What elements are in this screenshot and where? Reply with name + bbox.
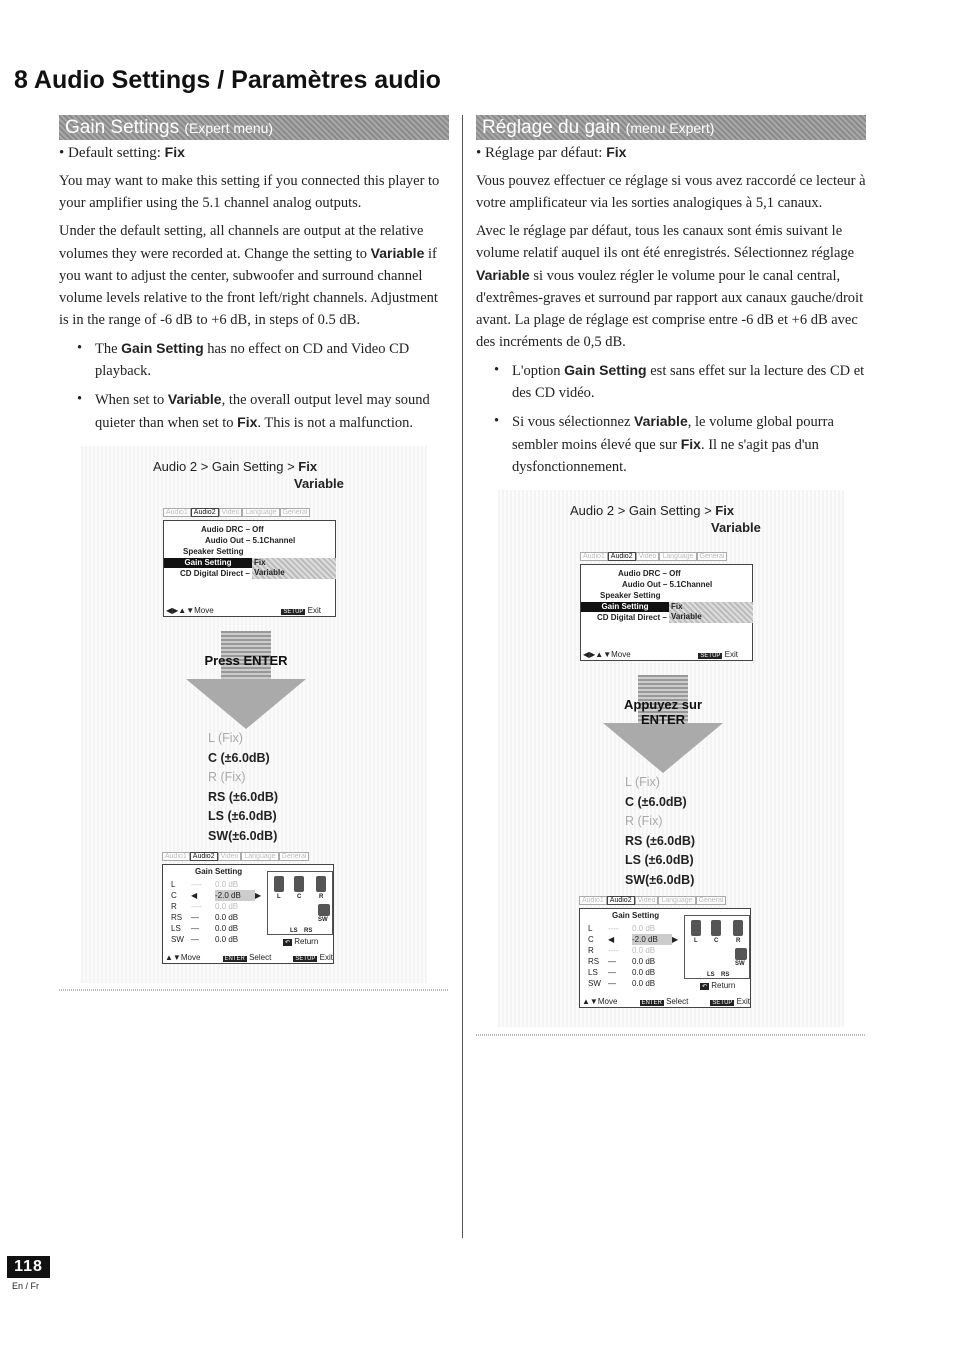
speaker-layout-icon: L C R SW LS RS [267,871,333,935]
gain-footer: ▲▼Move ENTER Select SETUP Exit [165,953,333,962]
gain-setting-screen-fr: Gain Setting L ---- 0.0 dB C ◀ -2.0 dB ▶ R ---- 0.0 dB RS — 0.0 dB LS — 0.0 dB SW — 0.0 dB L C R SW LS RS ↶ Return ▲▼Move ENTER Select SETUP Exit [579,908,751,1008]
gain-setting-screen: Gain Setting L ---- 0.0 dB C ◀ -2.0 dB ▶ R ---- 0.0 dB RS — 0.0 dB LS — 0.0 dB SW — 0.0 dB L C R SW LS RS ↶ Return ▲▼Move ENTER Select SETUP Exit [162,864,334,964]
gain-diagram [81,446,427,983]
english-column [59,115,449,983]
menu-tabs-fr: Audio1 Audio2 Video Language General [580,552,727,561]
gain-table-fr: L ---- 0.0 dB C ◀ -2.0 dB ▶ R ---- 0.0 dB RS — 0.0 dB LS — 0.0 dB SW — 0.0 dB [588,924,679,988]
gain-diagram-fr [498,490,844,1027]
menu-tabs-2: Audio1 Audio2 Video Language General [162,852,309,861]
default-setting: • Default setting: Fix [59,144,185,161]
exit-hint-fr: SETUP Exit [700,650,738,659]
channel-list: L (Fix) C (±6.0dB) R (Fix) RS (±6.0dB) LS (±6.0dB) SW(±6.0dB) [208,731,279,843]
bullet-2: • When set to Variable, the overall output level may sound quieter than when set to Fix. This is not a malfunction. [59,388,449,434]
gain-footer-fr: ▲▼Move ENTER Select SETUP Exit [582,997,750,1006]
paragraph-2-fr: Avec le réglage par défaut, tous les canaux sont émis suivant le volume relatif auquel ils ont été enregistrés. Sélectionnez réglage Variable si vous voulez régler le volume pour le canal central, d'extrêmes-graves et surround par rapport aux canaux gauche/droit avant. La plage de réglage est comprise entre -6 dB et +6 dB avec des incréments de 0,5 dB. [476,223,864,350]
move-hint: ◀▶▲▼Move [166,606,214,615]
audio2-menu-screen: Audio DRC – Off Audio Out – 5.1Channel Speaker Setting Gain Setting Fix Variable CD Digital Direct – ◀▶▲▼Move SETUP Exit [163,520,336,617]
section-divider-fr [476,1034,866,1036]
gain-setting-selected: Gain Setting [164,558,252,568]
bullet-1: • The Gain Setting has no effect on CD and Video CD playback. [59,337,449,382]
page-number: 118 [7,1256,50,1278]
breadcrumb: Audio 2 > Gain Setting > Fix Variable [153,459,344,491]
column-divider [462,115,463,1238]
option-list-fr: Fix Variable [669,602,753,623]
return-hint: ↶ Return [285,937,319,946]
section-divider [59,989,449,991]
page-title: 8 Audio Settings / Paramètres audio [14,66,441,94]
channel-list-fr: L (Fix) C (±6.0dB) R (Fix) RS (±6.0dB) LS (±6.0dB) SW(±6.0dB) [625,775,696,887]
page-language: En / Fr [12,1281,40,1291]
menu-tabs-2-fr: Audio1 Audio2 Video Language General [579,896,726,905]
menu-tabs: Audio1 Audio2 Video Language General [163,508,310,517]
paragraph-2: Under the default setting, all channels are output at the relative volumes they were recorded at. Change the setting to Variable if you want to adjust the center, subwoofer and surround channel volume levels relative to the front left/right channels. Adjustment is in the range of -6 dB to +6 dB, in steps of 0.5 dB. [59,223,438,328]
section-heading-fr: Réglage du gain (menu Expert) [476,115,866,140]
exit-hint: SETUP Exit [283,606,321,615]
gain-setting-selected-fr: Gain Setting [581,602,669,612]
audio2-menu-screen-fr: Audio DRC – Off Audio Out – 5.1Channel Speaker Setting Gain Setting Fix Variable CD Digital Direct – ◀▶▲▼Move SETUP Exit [580,564,753,661]
bullet-1-fr: • L'option Gain Setting est sans effet sur la lecture des CD et des CD vidéo. [476,359,866,404]
paragraph-1-fr: Vous pouvez effectuer ce réglage si vous avez raccordé ce lecteur à votre amplificateur via les sorties analogiques à 5,1 canaux. [476,173,866,211]
return-hint-fr: ↶ Return [702,981,736,990]
press-enter-arrow: Press ENTER [186,631,306,731]
move-hint-fr: ◀▶▲▼Move [583,650,631,659]
bullet-2-fr: • Si vous sélectionnez Variable, le volume global pourra sembler moins élevé que sur Fix. Il ne s'agit pas d'un dysfonctionnement. [476,410,866,478]
speaker-layout-icon-fr: L C R SW LS RS [684,915,750,979]
default-setting-fr: • Réglage par défaut: Fix [476,144,627,161]
gain-table: L ---- 0.0 dB C ◀ -2.0 dB ▶ R ---- 0.0 dB RS — 0.0 dB LS — 0.0 dB SW — 0.0 dB [171,880,262,944]
breadcrumb-fr: Audio 2 > Gain Setting > Fix Variable [570,503,761,535]
option-list: Fix Variable [252,558,336,579]
press-enter-arrow-fr: Appuyez sur ENTER [603,675,723,775]
section-heading: Gain Settings (Expert menu) [59,115,449,140]
paragraph-1: You may want to make this setting if you connected this player to your amplifier using the 5.1 channel analog outputs. [59,173,440,211]
french-column [476,115,866,1027]
